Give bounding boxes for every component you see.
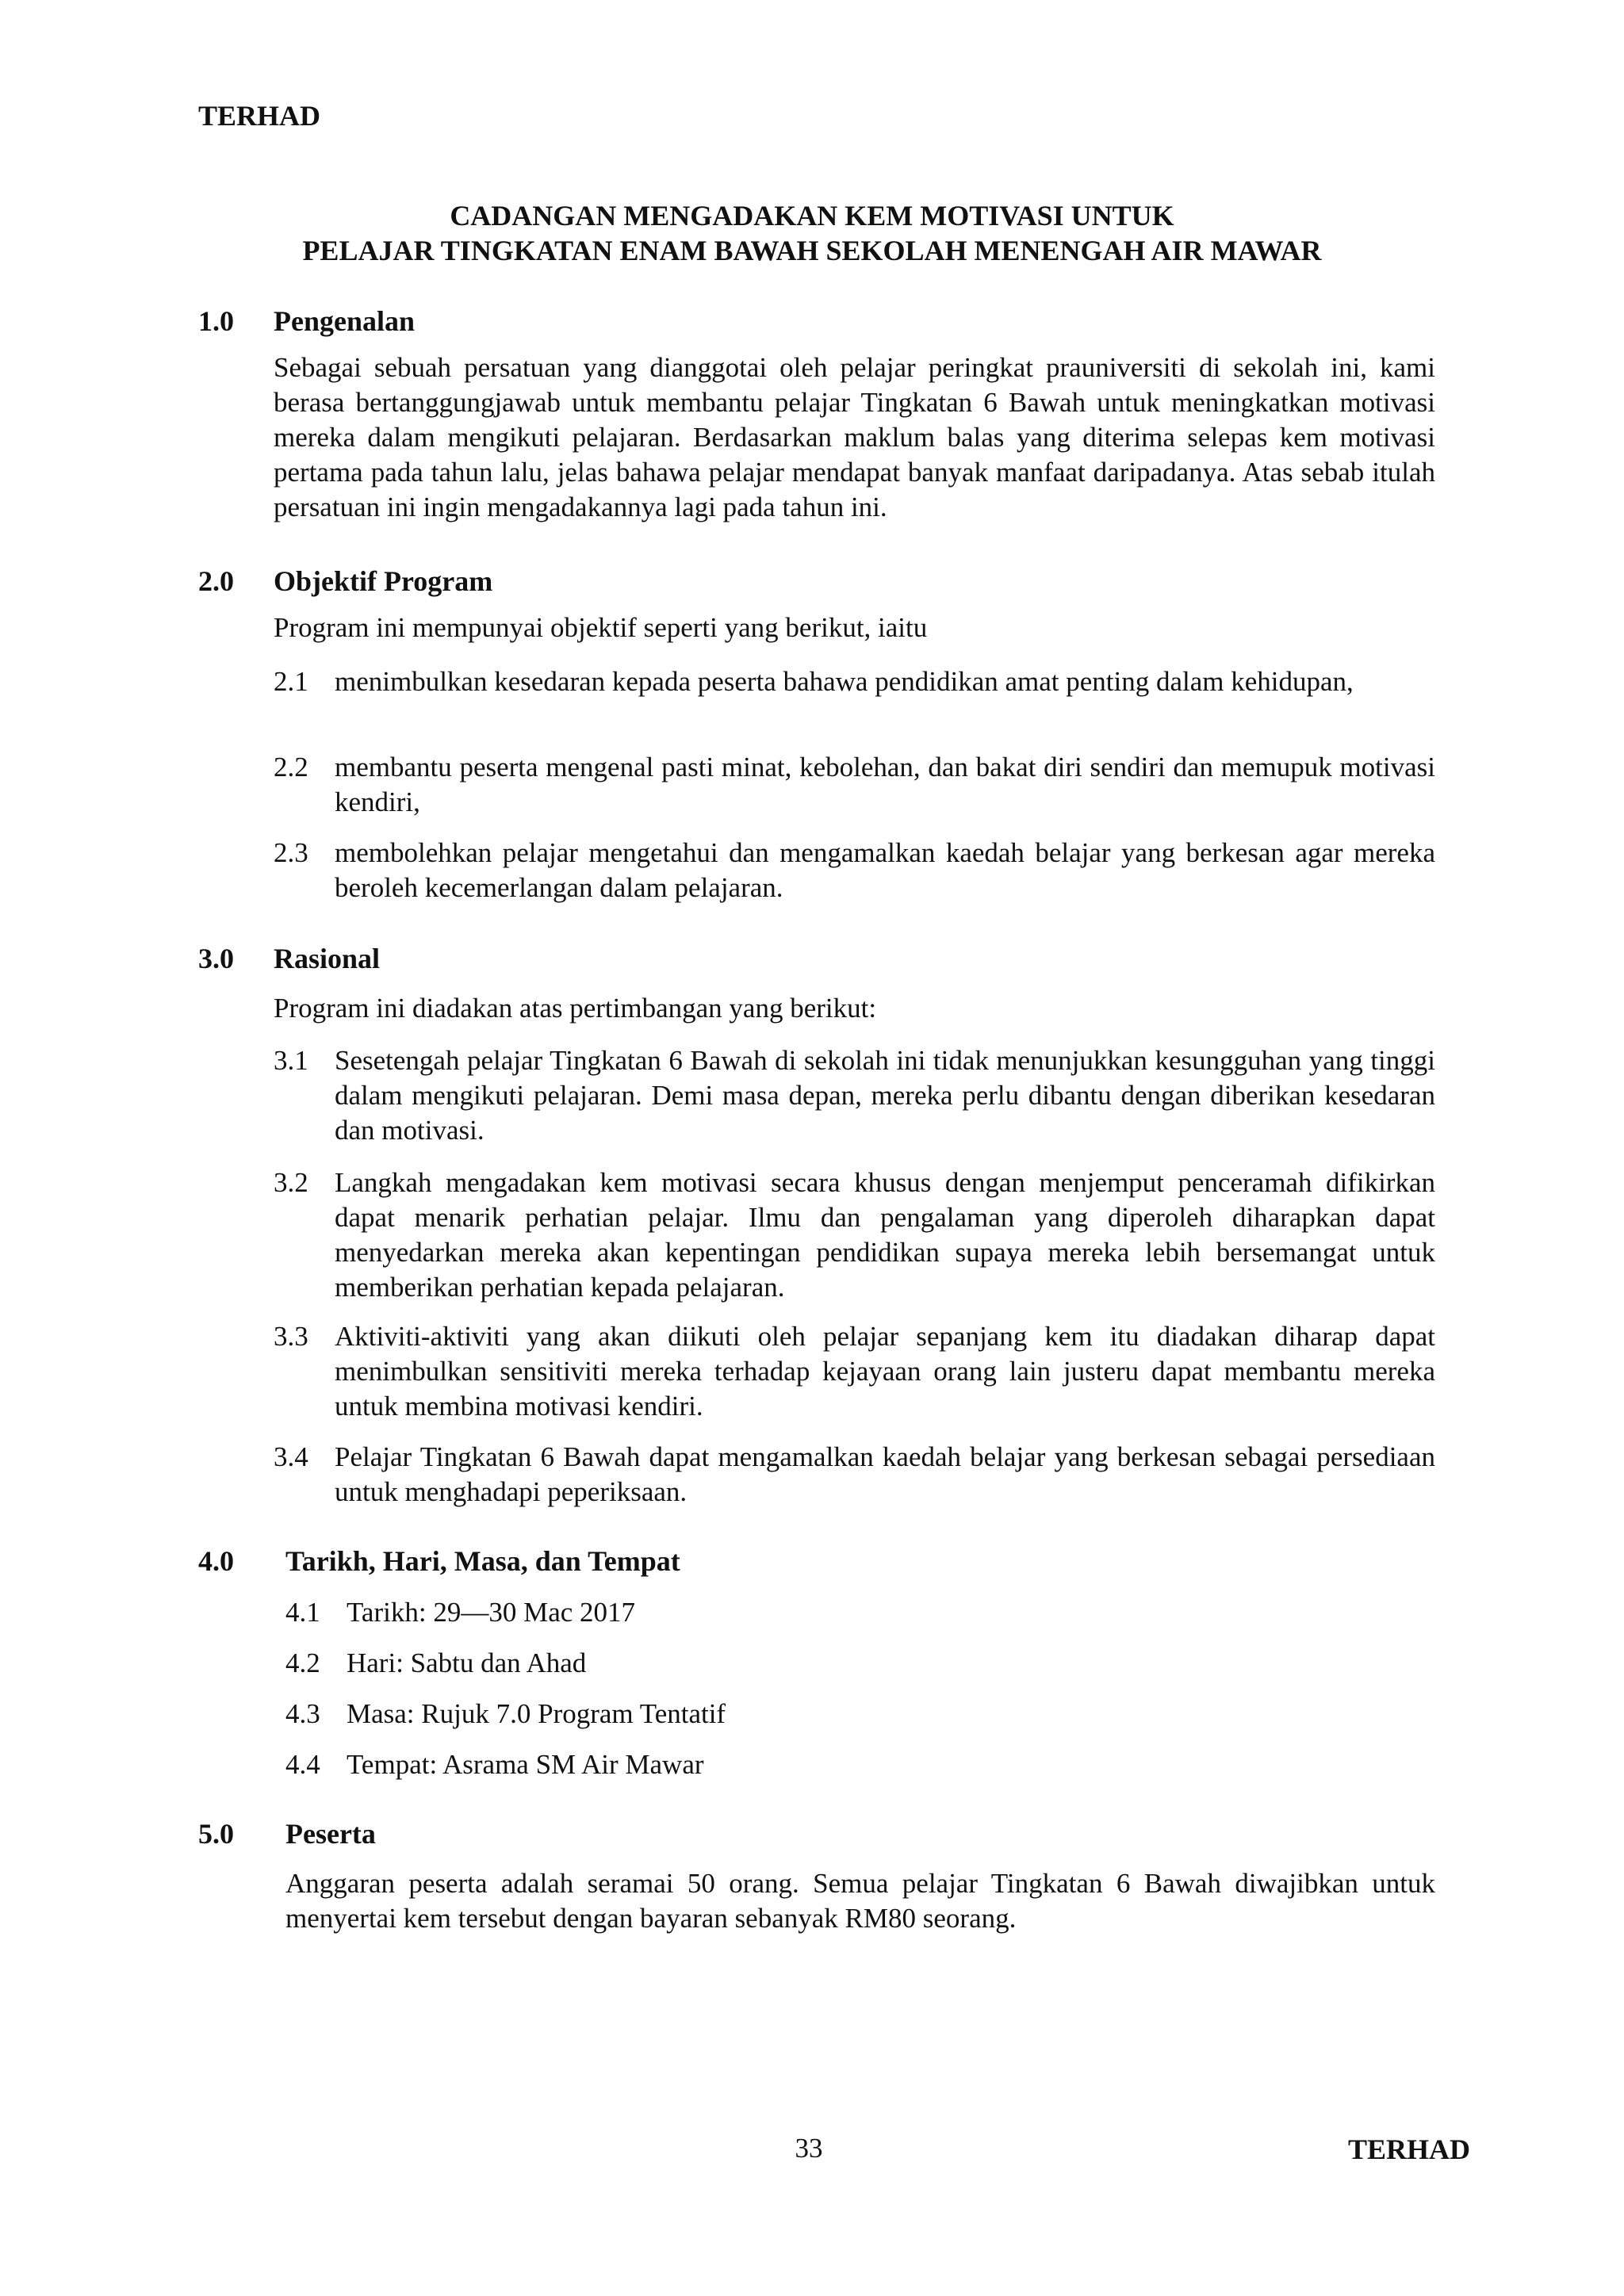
section-2-intro: Program ini mempunyai objektif seperti yang berikut, iaitu [274,612,928,643]
rationale-3-4-text: Pelajar Tingkatan 6 Bawah dapat mengamalkan kaedah belajar yang berkesan sebagai persediaan untuk menghadapi peperiksaan. [335,1441,1435,1507]
section-3-title: Rasional [274,943,381,974]
detail-4-2-text: Hari: Sabtu dan Ahad [347,1647,587,1678]
objective-2-1-number: 2.1 [274,666,308,697]
detail-4-3-text: Masa: Rujuk 7.0 Program Tentatif [347,1698,726,1729]
detail-4-3-number: 4.3 [285,1698,320,1729]
section-1-title: Pengenalan [274,305,416,337]
detail-4-4-number: 4.4 [285,1749,320,1780]
objective-2-3-text: membolehkan pelajar mengetahui dan mengamalkan kaedah belajar yang berkesan agar mereka beroleh kecemerlangan dalam pelajaran. [335,837,1435,903]
rationale-3-3-number: 3.3 [274,1321,308,1352]
section-1-paragraph: Sebagai sebuah persatuan yang dianggotai oleh pelajar peringkat prauniversiti di sekolah ini, kami berasa bertanggungjawab untuk membantu pelajar Tingkatan 6 Bawah untuk meningkatkan motivasi mereka dalam mengikuti pelajaran. Berdasarkan maklum balas yang diterima selepas kem motivasi pertama pada tahun lalu, jelas bahawa pelajar mendapat banyak manfaat daripadanya. Atas sebab itulah persatuan ini ingin mengadakannya lagi pada tahun ini. [274,352,1435,522]
rationale-3-3-text: Aktiviti-aktiviti yang akan diikuti oleh pelajar sepanjang kem itu diadakan diharap dapat menimbulkan sensitiviti mereka terhadap kejayaan orang lain justeru dapat membantu mereka untuk membina motivasi kendiri. [335,1321,1435,1422]
detail-4-1-number: 4.1 [285,1597,320,1628]
detail-4-2-number: 4.2 [285,1647,320,1678]
section-5-title: Peserta [285,1818,376,1850]
section-3-intro: Program ini diadakan atas pertimbangan yang berikut: [274,993,877,1024]
header-classification: TERHAD [198,100,321,132]
document-title [0,198,1624,268]
rationale-3-2-number: 3.2 [274,1167,308,1198]
detail-4-4-text: Tempat: Asrama SM Air Mawar [347,1749,704,1780]
section-3-number: 3.0 [198,943,234,974]
section-4-number: 4.0 [198,1545,234,1577]
objective-2-2-text: membantu peserta mengenal pasti minat, kebolehan, dan bakat diri sendiri dan memupuk motivasi kendiri, [335,752,1435,817]
rationale-3-1-text: Sesetengah pelajar Tingkatan 6 Bawah di sekolah ini tidak menunjukkan kesungguhan yang tinggi dalam mengikuti pelajaran. Demi masa depan, mereka perlu dibantu dengan diberikan kesedaran dan motivasi. [335,1045,1435,1146]
rationale-3-2-text: Langkah mengadakan kem motivasi secara khusus dengan menjemput penceramah difikirkan dapat menarik perhatian pelajar. Ilmu dan pengalaman yang diperoleh diharapkan dapat menyedarkan mereka akan kepentingan pendidikan supaya mereka lebih bersemangat untuk memberikan perhatian kepada pelajaran. [335,1167,1435,1303]
section-2-number: 2.0 [198,565,234,597]
section-1-number: 1.0 [198,305,234,337]
section-2-title: Objektif Program [274,565,493,597]
rationale-3-1-number: 3.1 [274,1045,308,1076]
footer-classification: TERHAD [1348,2133,1471,2165]
objective-2-2-number: 2.2 [274,752,308,783]
objective-2-3-number: 2.3 [274,837,308,868]
detail-4-1-text: Tarikh: 29—30 Mac 2017 [347,1597,636,1628]
rationale-3-4-number: 3.4 [274,1441,308,1472]
section-5-number: 5.0 [198,1818,234,1850]
title-line-2: PELAJAR TINGKATAN ENAM BAWAH SEKOLAH MENENGAH AIR MAWAR [302,235,1322,266]
section-5-paragraph: Anggaran peserta adalah seramai 50 orang. Semua pelajar Tingkatan 6 Bawah diwajibkan untuk menyertai kem tersebut dengan bayaran sebanyak RM80 seorang. [285,1868,1435,1934]
title-line-1: CADANGAN MENGADAKAN KEM MOTIVASI UNTUK [450,200,1174,232]
page-number: 33 [795,2133,823,2164]
objective-2-1-text: menimbulkan kesedaran kepada peserta bahawa pendidikan amat penting dalam kehidupan, [335,666,1354,697]
section-4-title: Tarikh, Hari, Masa, dan Tempat [285,1545,680,1577]
